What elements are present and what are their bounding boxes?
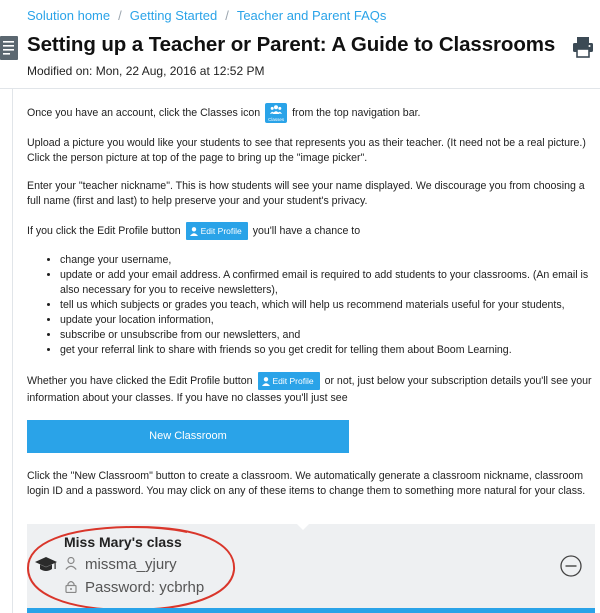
edit-profile-list — [27, 253, 593, 358]
breadcrumb-separator: / — [118, 8, 122, 23]
breadcrumb-teacher-parent-faqs[interactable]: Teacher and Parent FAQs — [236, 8, 387, 23]
list-item: • update or add your email address. A confirmed email is required to add students to your classrooms. (An email is also necessary for you to receive newsletters), — [60, 268, 593, 298]
header-divider — [0, 88, 600, 89]
class-password-row — [65, 579, 204, 596]
breadcrumb-getting-started[interactable]: Getting Started — [129, 8, 218, 23]
edit-profile-label: Edit Profile — [200, 226, 242, 236]
list-item: • change your username, — [60, 253, 593, 268]
paragraph-classes-info — [27, 372, 593, 407]
paragraph-text: you'll have a chance to — [252, 224, 361, 237]
paragraph-text: Whether you have clicked the Edit Profile button — [27, 374, 253, 387]
list-item: • update your location information, — [60, 313, 593, 328]
article-body — [27, 103, 593, 512]
breadcrumb — [27, 8, 386, 23]
user-icon — [65, 557, 77, 570]
list-item: • get your referral link to share with friends so you get credit for telling them about Boom Learning. — [60, 343, 593, 358]
edit-profile-button — [186, 222, 248, 240]
class-card — [27, 524, 595, 613]
minus-circle-icon — [560, 555, 582, 577]
person-icon — [190, 227, 198, 236]
modified-date: Modified on: Mon, 22 Aug, 2016 at 12:52 PM — [27, 64, 265, 78]
breadcrumb-separator: / — [225, 8, 229, 23]
paragraph-text: Once you have an account, click the Classes icon — [27, 106, 261, 119]
document-icon — [0, 36, 18, 60]
card-pointer — [296, 523, 310, 530]
list-item: • subscribe or unsubscribe from our newsletters, and — [60, 328, 593, 343]
class-password: Password: ycbrhp — [85, 579, 205, 596]
paragraph-text: from the top navigation bar. — [292, 106, 421, 119]
printer-icon[interactable] — [572, 36, 594, 58]
card-accent-bar — [27, 608, 595, 613]
class-login-row — [65, 556, 177, 573]
sidebar-divider — [12, 88, 13, 613]
list-item: • tell us which subjects or grades you teach, which will help us recommend materials useful for your students, — [60, 298, 593, 313]
new-classroom-button: New Classroom — [27, 420, 349, 453]
lock-icon — [65, 580, 77, 593]
person-icon — [262, 377, 270, 386]
class-name: Miss Mary's class — [64, 534, 182, 550]
article-title: Setting up a Teacher or Parent: A Guide to Classrooms — [27, 33, 556, 56]
paragraph-teacher-nickname: Enter your "teacher nickname". This is how students will see your name displayed. We discourage you from choosing a full name (first and last) to help preserve your and your student's privacy. — [27, 180, 585, 207]
edit-profile-label: Edit Profile — [272, 376, 314, 386]
paragraph-text: or not, just below your subscription details you'll see your information about your classes. If you have no classes you'll just see — [27, 374, 592, 404]
classes-icon-label: Classes — [268, 117, 285, 122]
paragraph-new-classroom: Click the "New Classroom" button to create a classroom. We automatically generate a classroom nickname, classroom login ID and a password. You may click on any of these items to change them to something more natural for your class. — [27, 470, 586, 497]
paragraph-upload-picture: Upload a picture you would like your students to see that represents you as their teacher. (It need not be a real picture.) Click the person picture at top of the page to bring up the "image picker". — [27, 137, 586, 164]
class-login-id: missma_yjury — [85, 556, 177, 573]
classes-icon — [265, 103, 287, 123]
paragraph-classes — [27, 103, 593, 123]
breadcrumb-solution-home[interactable]: Solution home — [27, 8, 111, 23]
graduation-cap-icon — [35, 556, 57, 574]
paragraph-text: If you click the Edit Profile button — [27, 224, 181, 237]
paragraph-edit-profile — [27, 222, 593, 240]
edit-profile-button — [258, 372, 320, 390]
